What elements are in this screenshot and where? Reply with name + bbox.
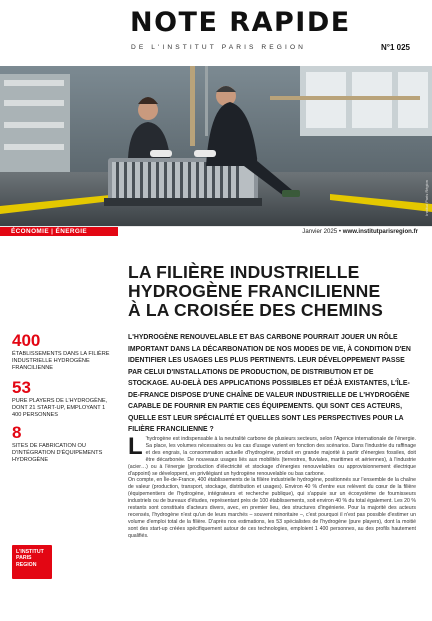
publication-subtitle: DE L'INSTITUT PARIS REGION <box>131 44 307 51</box>
stat-text: ÉTABLISSEMENTS DANS LA FILIÈRE INDUSTRIELLE HYDROGÈNE FRANCILIENNE <box>12 351 110 371</box>
stat-text: SITES DE FABRICATION OU D'INTÉGRATION D'ÉQUIPEMENTS HYDROGÈNE <box>12 443 103 463</box>
category-bar <box>0 226 432 236</box>
photo-credit: Institut Paris Région <box>424 180 429 216</box>
category-tag: ÉCONOMIE | ÉNERGIE <box>11 228 88 235</box>
publication-title: NOTE RAPIDE <box>130 7 351 38</box>
dropcap: L <box>128 433 143 460</box>
headline-line: HYDROGÈNE FRANCILIENNE <box>128 281 381 301</box>
body-text <box>128 433 416 540</box>
cover-photo <box>0 66 432 226</box>
stat-block <box>12 332 116 372</box>
logo-line: REGION <box>16 561 37 568</box>
body-paragraph: On compte, en Île-de-France, 400 établissements de la filière industrielle hydrogène, positionnés sur l'ensemble de la chaîne de valeur (production, transport, stockage, distribution et usages). Environ 40 % d'entre eux relèvent du cœur de la filière (équipementiers de l'hydrogène, intégrateurs et recherche publique), qui s'appuie sur un écosystème de fournisseurs industriels ou de bureaux d'études, représentant près de 100 établissements, soit environ 40 % du total également. Les 20 % restants sont constitués d'acteurs divers, avec, en premier lieu, des structures d'ingénierie. Pour la majorité des acteurs recensés, l'hydrogène n'est qu'un de leurs marchés – souvent minoritaire –, c'est pourquoi il n'est pas possible d'estimer un volume d'emploi total de la filière. D'après nos estimations, les 53 spécialistes de l'hydrogène (pure players), dont la moitié sont des start-up créées spécifiquement autour de ces technologies, emploient 1 400 personnes, au des profils hautement qualifiés. <box>128 477 416 539</box>
issue-date: Janvier 2025 <box>302 228 338 235</box>
stat-text: PURE PLAYERS DE L'HYDROGÈNE, DONT 21 START-UP, EMPLOYANT 1 400 PERSONNES <box>12 398 108 418</box>
masthead <box>0 0 432 66</box>
headline-line: À LA CROISÉE DES CHEMINS <box>128 300 384 320</box>
logo-text <box>16 549 50 568</box>
lead-paragraph: L'HYDROGÈNE RENOUVELABLE ET BAS CARBONE POURRAIT JOUER UN RÔLE IMPORTANT DANS LA DÉCARBONATION DE NOS MODES DE VIE, À CONDITION D'EN IDENTIFIER LES USAGES LES PLUS PERTINENTS. LEUR DÉVELOPPEMENT PASSE PAR CELUI D'INSTALLATIONS DE PRODUCTION, DE DISTRIBUTION ET DE STOCKAGE. AU-DELÀ DES APPLICATIONS POSSIBLES ET DÉJÀ EXISTANTES, L'ÎLE-DE-FRANCE DISPOSE D'UNE CHAÎNE DE VALEUR INDUSTRIELLE DE L'HYDROGÈNE CAPABLE DE FOURNIR EN PARTIE CES ÉQUIPEMENTS. QUI SONT CES ACTEURS, QUELLE EST LEUR SPÉCIALITÉ ET QUELLES SONT LES PERSPECTIVES POUR LA FILIÈRE FRANCILIENNE ? <box>128 334 411 433</box>
issue-number: N°1 025 <box>381 43 410 52</box>
stat-block <box>12 424 116 464</box>
headline <box>128 263 418 320</box>
stat-number: 400 <box>12 331 41 350</box>
logo-line: PARIS <box>16 555 32 562</box>
institute-logo <box>12 545 52 579</box>
stat-number: 53 <box>12 378 31 397</box>
headline-line: LA FILIÈRE INDUSTRIELLE <box>128 262 360 282</box>
logo-line: L'INSTITUT <box>16 549 44 555</box>
body-paragraph: 'hydrogène est indispensable à la neutralité carbone de plusieurs secteurs, selon l'Agence internationale de l'énergie. Sa place, les volumes nécessaires ou les cas d'usage varient en fonction des scénarios. Dans l'industrie du raffinage et des engrais, la consommation actuelle d'hydrogène, produit en grande majorité à partir d'énergies fossiles, doit être décarbonée. De nouveaux usages liés aux mobilités (terrestres, fluviales, maritimes et aériennes), à l'industrie (acier…) ou à l'énergie (production d'électricité et stockage d'énergies renouvelables ou approvisionnement électrique d'appoint) se développent, en privilégiant un hydrogène renouvelable ou bas carbone. <box>128 436 416 477</box>
stat-block <box>12 379 116 419</box>
category-tag-background <box>0 227 118 236</box>
stat-number: 8 <box>12 423 22 442</box>
website-link[interactable]: www.institutparisregion.fr <box>342 228 418 235</box>
issue-date-line: Janvier 2025 • www.institutparisregion.fr <box>302 228 418 235</box>
